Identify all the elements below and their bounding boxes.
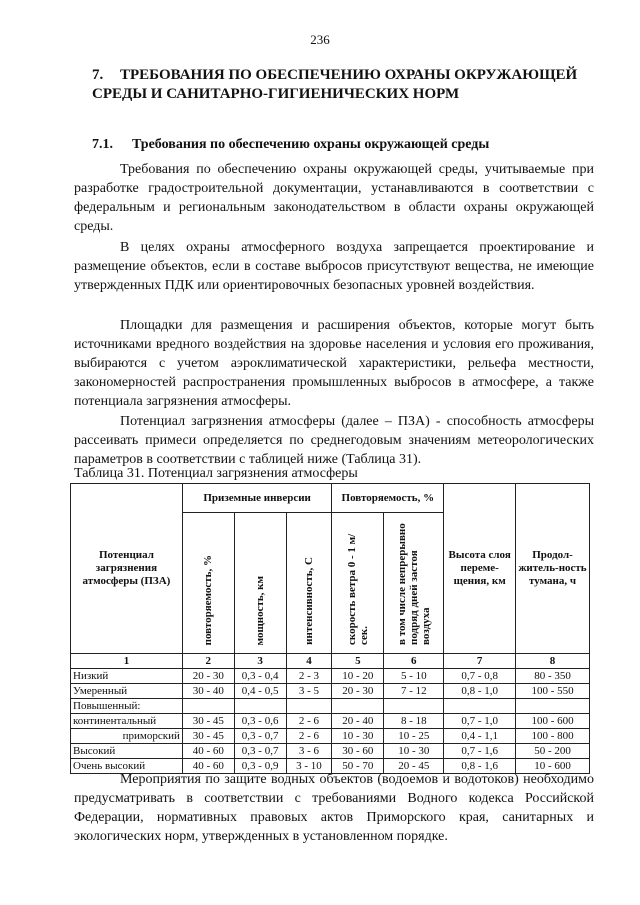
cell: 30 - 60 <box>332 744 384 759</box>
paragraph-2: В целях охраны атмосферного воздуха запрещается проектирование и размещение объектов, если в составе выбросов присутствуют вещества, не имеющие утвержденных ПДК или ориентировочных безопасных уровней воздействия. <box>74 240 594 293</box>
cell: 0,7 - 0,8 <box>444 669 516 684</box>
cell: 10 - 30 <box>384 744 444 759</box>
paragraph-4: Потенциал загрязнения атмосферы (далее – ПЗА) - способность атмосферы рассеивать примеси определяется по среднегодовым значениям метеорологических параметров в соответствии с таблицей ниже (Таблица 31). <box>74 414 594 467</box>
cell <box>516 699 590 714</box>
cell: 40 - 60 <box>182 759 234 774</box>
table-row <box>71 699 590 714</box>
table-row <box>71 669 590 684</box>
table-caption: Таблица 31. Потенциал загрязнения атмосферы <box>74 466 358 481</box>
cell: 0,3 - 0,7 <box>234 729 286 744</box>
section-title: ТРЕБОВАНИЯ ПО ОБЕСПЕЧЕНИЮ ОХРАНЫ ОКРУЖАЮЩЕЙ СРЕДЫ И САНИТАРНО-ГИГИЕНИЧЕСКИХ НОРМ <box>92 67 578 102</box>
pollution-potential-table <box>70 483 590 774</box>
col-number: 4 <box>286 654 332 669</box>
header-wind-speed: скорость ветра 0 - 1 м/ сек. <box>332 513 384 654</box>
cell <box>182 699 234 714</box>
header-repeatability: Повторяемость, % <box>332 484 444 513</box>
table-row <box>71 729 590 744</box>
section-heading <box>92 66 592 104</box>
col-number: 3 <box>234 654 286 669</box>
cell <box>384 699 444 714</box>
col-number: 8 <box>516 654 590 669</box>
header-inversions: Приземные инверсии <box>182 484 332 513</box>
cell: 7 - 12 <box>384 684 444 699</box>
table-row <box>71 684 590 699</box>
cell: 0,8 - 1,6 <box>444 759 516 774</box>
cell: 20 - 30 <box>332 684 384 699</box>
col-number: 1 <box>71 654 183 669</box>
cell: 0,4 - 1,1 <box>444 729 516 744</box>
header-layer-height: Высота слоя переме-щения, км <box>444 484 516 654</box>
table-row <box>71 714 590 729</box>
cell: 3 - 6 <box>286 744 332 759</box>
cell: 3 - 5 <box>286 684 332 699</box>
col-number: 6 <box>384 654 444 669</box>
col-number: 7 <box>444 654 516 669</box>
header-inv-power: мощность, км <box>234 513 286 654</box>
cell: 100 - 800 <box>516 729 590 744</box>
cell: 20 - 30 <box>182 669 234 684</box>
cell: 0,8 - 1,0 <box>444 684 516 699</box>
closing-paragraph: Мероприятия по защите водных объектов (водоемов и водотоков) необходимо предусматривать в соответствии с требованиями Водного кодекса Российской Федерации, нормативных правовых актов Приморского края, санитарных и экологических норм, утвержденных в установленном порядке. <box>74 772 594 844</box>
cell: 8 - 18 <box>384 714 444 729</box>
section-number: 7. <box>92 67 104 83</box>
cell: 2 - 6 <box>286 729 332 744</box>
cell: 10 - 30 <box>332 729 384 744</box>
header-inv-intensity: интенсивность, С <box>286 513 332 654</box>
header-stagnation: в том числе непрерывно подряд дней застоя воздуха <box>384 513 444 654</box>
cell: 3 - 10 <box>286 759 332 774</box>
cell: 5 - 10 <box>384 669 444 684</box>
cell: 2 - 3 <box>286 669 332 684</box>
header-pza: Потенциал загрязнения атмосферы (ПЗА) <box>71 484 183 654</box>
cell: 0,7 - 1,0 <box>444 714 516 729</box>
cell: 0,7 - 1,6 <box>444 744 516 759</box>
row-label: Низкий <box>71 669 183 684</box>
row-label: континентальный <box>71 714 183 729</box>
cell: 0,3 - 0,7 <box>234 744 286 759</box>
cell: 50 - 200 <box>516 744 590 759</box>
cell <box>332 699 384 714</box>
cell: 30 - 45 <box>182 729 234 744</box>
column-number-row <box>71 654 590 669</box>
cell: 100 - 550 <box>516 684 590 699</box>
table-row <box>71 744 590 759</box>
page-number: 236 <box>310 32 330 47</box>
col-number: 2 <box>182 654 234 669</box>
cell: 30 - 40 <box>182 684 234 699</box>
subsection-number: 7.1. <box>92 137 113 152</box>
paragraph-1: Требования по обеспечению охраны окружающей среды, учитываемые при разработке градостроительной документации, устанавливаются в соответствии с федеральным и региональным законодательством в области охраны окружающей среды. <box>74 162 594 234</box>
cell: 40 - 60 <box>182 744 234 759</box>
cell <box>234 699 286 714</box>
cell: 100 - 600 <box>516 714 590 729</box>
row-label: приморский <box>71 729 183 744</box>
cell: 0,3 - 0,6 <box>234 714 286 729</box>
paragraph-3: Площадки для размещения и расширения объектов, которые могут быть источниками вредного воздействия на здоровье населения и условия его проживания, выбираются с учетом аэроклиматической характеристики, рельефа местности, закономерностей распространения промышленных выбросов в атмосфере, а также потенциала загрязнения атмосферы. <box>74 318 594 409</box>
cell: 20 - 40 <box>332 714 384 729</box>
header-inv-repeat: повторяемость, % <box>182 513 234 654</box>
cell: 30 - 45 <box>182 714 234 729</box>
cell <box>286 699 332 714</box>
cell: 10 - 600 <box>516 759 590 774</box>
cell: 0,3 - 0,9 <box>234 759 286 774</box>
cell <box>444 699 516 714</box>
header-fog-duration: Продол-житель-ность тумана, ч <box>516 484 590 654</box>
cell: 0,4 - 0,5 <box>234 684 286 699</box>
cell: 10 - 20 <box>332 669 384 684</box>
cell: 80 - 350 <box>516 669 590 684</box>
subsection-heading <box>92 136 592 154</box>
cell: 50 - 70 <box>332 759 384 774</box>
row-label: Умеренный <box>71 684 183 699</box>
row-label: Повышенный: <box>71 699 183 714</box>
cell: 0,3 - 0,4 <box>234 669 286 684</box>
col-number: 5 <box>332 654 384 669</box>
row-label: Высокий <box>71 744 183 759</box>
row-label: Очень высокий <box>71 759 183 774</box>
subsection-title: Требования по обеспечению охраны окружающей среды <box>132 137 490 152</box>
cell: 10 - 25 <box>384 729 444 744</box>
cell: 2 - 6 <box>286 714 332 729</box>
cell: 20 - 45 <box>384 759 444 774</box>
